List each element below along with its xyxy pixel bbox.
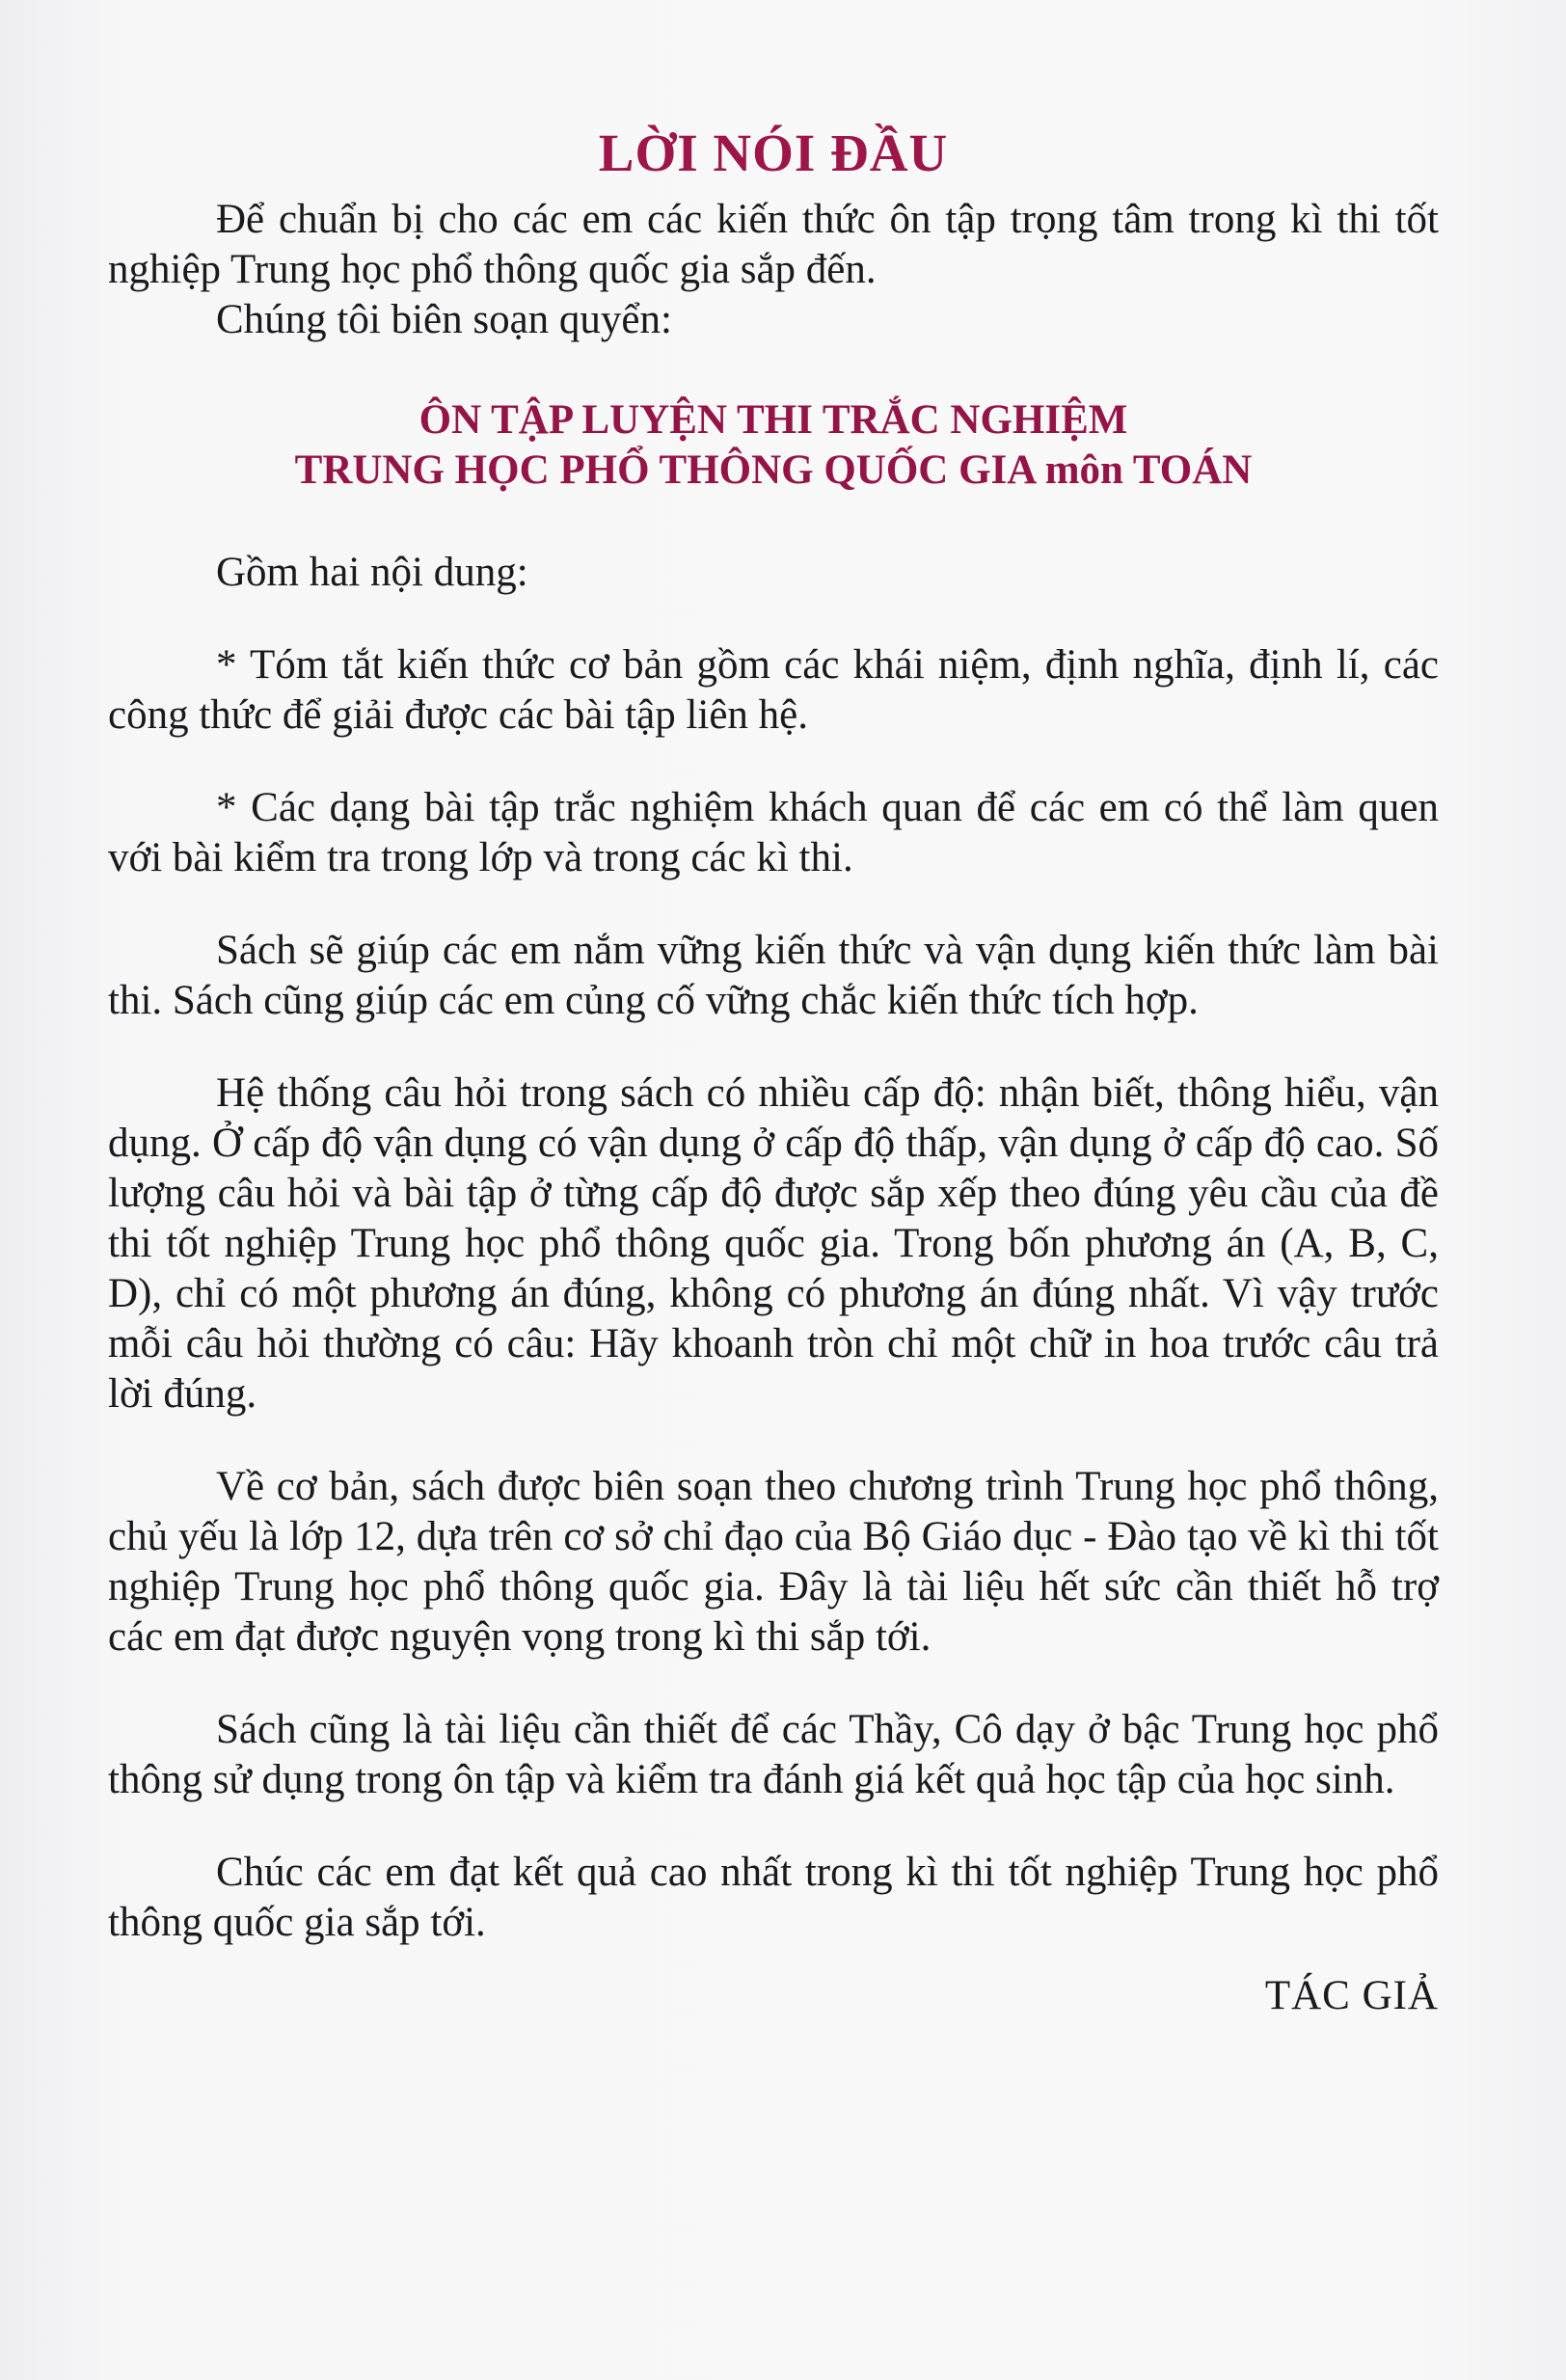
page-title: LỜI NÓI ĐẦU bbox=[598, 123, 949, 182]
intro-paragraph-2: Chúng tôi biên soạn quyển: bbox=[216, 296, 672, 342]
question-levels-paragraph: Hệ thống câu hỏi trong sách có nhiều cấp độ: nhận biết, thông hiểu, vận dụng. Ở cấp độ vận dụng có vận dụng ở cấp độ thấp, vận dụng ở cấp độ cao. Số lượng câu hỏi và bài tập ở từng cấp độ được sắp xếp theo đúng yêu cầu của đề thi tốt nghiệp Trung học phổ thông quốc gia. Trong bốn phương án (A, B, C, D), chỉ có một phương án đúng, không có phương án đúng nhất. Vì vậy trước mỗi câu hỏi thường có câu: Hãy khoanh tròn chỉ một chữ in hoa trước câu trả lời đúng. bbox=[108, 1069, 1439, 1417]
preface-content bbox=[108, 125, 1439, 2021]
curriculum-paragraph: Về cơ bản, sách được biên soạn theo chương trình Trung học phổ thông, chủ yếu là lớp 12, dựa trên cơ sở chỉ đạo của Bộ Giáo dục - Đào tạo về kì thi tốt nghiệp Trung học phổ thông quốc gia. Đây là tài liệu hết sức cần thiết hỗ trợ các em đạt được nguyện vọng trong kì thi sắp tới. bbox=[108, 1463, 1439, 1660]
author-signature: TÁC GIẢ bbox=[1264, 1972, 1439, 2018]
wishes-paragraph: Chúc các em đạt kết quả cao nhất trong kì thi tốt nghiệp Trung học phổ thông quốc gia sắp tới. bbox=[108, 1849, 1439, 1945]
book-title bbox=[108, 395, 1439, 496]
exercise-bullet-paragraph: * Các dạng bài tập trắc nghiệm khách quan để các em có thể làm quen với bài kiểm tra trong lớp và trong các kì thi. bbox=[108, 784, 1439, 880]
book-benefit-paragraph: Sách sẽ giúp các em nắm vững kiến thức và vận dụng kiến thức làm bài thi. Sách cũng giúp các em củng cố vững chắc kiến thức tích hợp. bbox=[108, 927, 1439, 1023]
summary-bullet-paragraph: * Tóm tắt kiến thức cơ bản gồm các khái niệm, định nghĩa, định lí, các công thức để giải được các bài tập liên hệ. bbox=[108, 641, 1439, 738]
book-title-line-2: TRUNG HỌC PHỔ THÔNG QUỐC GIA môn TOÁN bbox=[294, 446, 1253, 493]
teacher-use-paragraph: Sách cũng là tài liệu cần thiết để các Thầy, Cô dạy ở bậc Trung học phổ thông sử dụng trong ôn tập và kiểm tra đánh giá kết quả học tập của học sinh. bbox=[108, 1706, 1439, 1802]
content-intro-paragraph: Gồm hai nội dung: bbox=[216, 549, 528, 595]
book-title-line-1: ÔN TẬP LUYỆN THI TRẮC NGHIỆM bbox=[418, 396, 1128, 443]
intro-paragraph-1: Để chuẩn bị cho các em các kiến thức ôn tập trọng tâm trong kì thi tốt nghiệp Trung học phổ thông quốc gia sắp đến. bbox=[108, 196, 1439, 292]
